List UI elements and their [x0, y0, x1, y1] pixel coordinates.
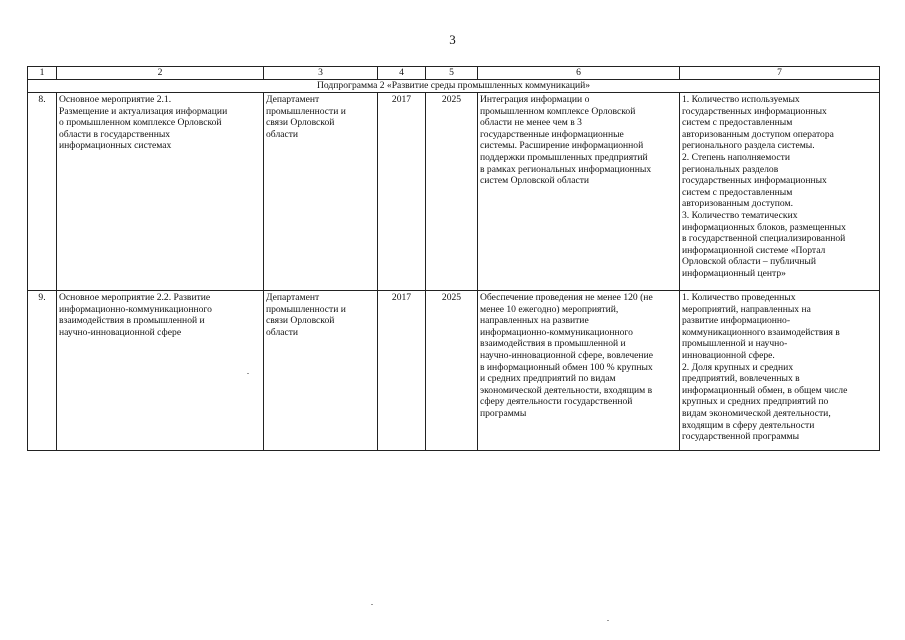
event-text: Размещение и актуализация информации	[59, 105, 228, 117]
result-cell	[478, 291, 680, 451]
executor-text: области	[266, 128, 299, 140]
column-number: 5	[426, 67, 478, 80]
event-cell	[57, 93, 264, 291]
indicator-text: авторизованным доступом оператора	[682, 128, 834, 140]
indicator-text: инновационной сфере.	[682, 349, 775, 361]
result-text: систем Орловской области	[480, 175, 590, 187]
row-number: 9.	[28, 291, 57, 451]
row-number: 8.	[28, 93, 57, 291]
column-number: 4	[378, 67, 426, 80]
indicator-text: 3. Количество тематических	[682, 209, 798, 221]
indicator-text: крупных и средних предприятий по	[682, 396, 829, 408]
event-text: научно-инновационной сфере	[59, 326, 182, 338]
column-number-row	[28, 67, 880, 80]
result-text: поддержки промышленных предприятий	[480, 151, 648, 163]
result-text: сферу деятельности государственной	[480, 396, 633, 408]
executor-text: области	[266, 326, 299, 338]
event-cell	[57, 291, 264, 451]
result-text: Обеспечение проведения не менее 120 (не	[480, 292, 653, 303]
result-text: области не менее чем в 3	[480, 117, 582, 129]
result-text: направленных на развитие	[480, 315, 589, 327]
result-text: в информационный обмен 100 % крупных	[480, 361, 653, 373]
column-number: 1	[28, 67, 57, 80]
event-text: информационных системах	[59, 140, 172, 152]
indicator-text: информационных блоков, размещенных	[682, 221, 846, 233]
indicator-text: систем с предоставленным	[682, 117, 793, 129]
end-year: 2025	[426, 291, 478, 451]
result-text: менее 10 ежегодно) мероприятий,	[480, 303, 619, 315]
indicator-text: 2. Степень наполняемости	[682, 151, 790, 163]
indicator-text: коммуникационного взаимодействия в	[682, 326, 840, 338]
indicator-text: промышленной и научно-	[682, 338, 788, 350]
indicator-text: мероприятий, направленных на	[682, 303, 811, 315]
indicator-text: региональных разделов	[682, 163, 779, 175]
executor-text: связи Орловской	[266, 315, 335, 327]
column-number: 3	[264, 67, 378, 80]
result-cell	[478, 93, 680, 291]
executor-text: Департамент	[266, 292, 320, 303]
result-text: информационно-коммуникационного	[480, 326, 633, 338]
executor-text: промышленности и	[266, 105, 346, 117]
executor-text: Департамент	[266, 94, 320, 105]
table-row	[28, 291, 880, 451]
scan-speck	[371, 604, 373, 605]
indicator-text: видам экономической деятельности,	[682, 407, 831, 419]
result-text: и средних предприятий по видам	[480, 373, 616, 385]
indicator-text: регионального раздела системы.	[682, 140, 815, 152]
indicator-text: систем с предоставленным	[682, 186, 793, 198]
indicators-cell	[680, 93, 880, 291]
executor-cell	[264, 291, 378, 451]
indicator-text: авторизованным доступом.	[682, 198, 793, 210]
scan-speck	[607, 620, 609, 621]
result-text: программы	[480, 407, 527, 419]
indicator-text: 1. Количество используемых	[682, 94, 800, 105]
table-row	[28, 93, 880, 291]
subprogram-row	[28, 80, 880, 93]
indicator-text: входящим в сферу деятельности	[682, 419, 815, 431]
indicator-text: информационный центр»	[682, 267, 786, 279]
result-text: Интеграция информации о	[480, 94, 590, 105]
indicator-text: государственной программы	[682, 431, 800, 443]
result-text: в рамках региональных информационных	[480, 163, 652, 175]
end-year: 2025	[426, 93, 478, 291]
indicator-text: 1. Количество проведенных	[682, 292, 796, 303]
indicators-cell	[680, 291, 880, 451]
executor-cell	[264, 93, 378, 291]
column-number: 6	[478, 67, 680, 80]
page-number: 3	[449, 32, 456, 47]
indicator-text: государственных информационных	[682, 175, 827, 187]
result-text: промышленном комплексе Орловской	[480, 105, 636, 117]
indicator-text: предприятий, вовлеченных в	[682, 373, 800, 385]
event-text: области в государственных	[59, 128, 171, 140]
program-table	[27, 66, 880, 451]
result-text: научно-инновационной сфере, вовлечение	[480, 349, 653, 361]
indicator-text: государственных информационных	[682, 105, 827, 117]
column-number: 7	[680, 67, 880, 80]
event-text: Основное мероприятие 2.1.	[59, 94, 172, 105]
event-text: взаимодействия в промышленной и	[59, 315, 205, 327]
event-text: информационно-коммуникационного	[59, 303, 212, 315]
indicator-text: информационный обмен, в общем числе	[682, 384, 848, 396]
result-text: системы. Расширение информационной	[480, 140, 644, 152]
result-text: государственные информационные	[480, 128, 624, 140]
scan-speck	[247, 373, 249, 374]
indicator-text: развитие информационно-	[682, 315, 791, 327]
result-text: взаимодействия в промышленной и	[480, 338, 626, 350]
indicator-text: информационной системе «Портал	[682, 244, 826, 256]
indicator-text: 2. Доля крупных и средних	[682, 361, 794, 373]
start-year: 2017	[378, 93, 426, 291]
column-number: 2	[57, 67, 264, 80]
result-text: экономической деятельности, входящим в	[480, 384, 653, 396]
executor-text: промышленности и	[266, 303, 346, 315]
indicator-text: Орловской области – публичный	[682, 256, 816, 268]
executor-text: связи Орловской	[266, 117, 335, 129]
subprogram-title: Подпрограмма 2 «Развитие среды промышленных коммуникаций»	[28, 80, 880, 93]
start-year: 2017	[378, 291, 426, 451]
event-text: Основное мероприятие 2.2. Развитие	[59, 292, 211, 303]
indicator-text: в государственной специализированной	[682, 233, 846, 245]
event-text: о промышленном комплексе Орловской	[59, 117, 222, 129]
